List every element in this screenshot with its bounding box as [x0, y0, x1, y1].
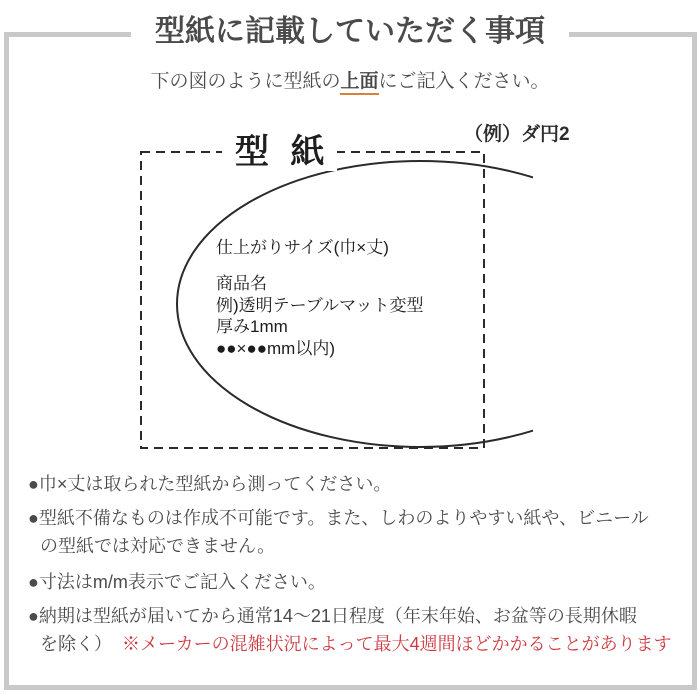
note-line: の型紙では対応できません。: [40, 536, 276, 556]
note-line: ●巾×丈は取られた型紙から測ってください。: [28, 474, 392, 494]
note-invalid-pattern: [28, 504, 649, 560]
paper-label: 型 紙: [222, 133, 337, 171]
note-line: ●納期は型紙が届いてから通常14～21日程度（年末年始、お盆等の長期休暇: [28, 606, 637, 626]
page-title: 型紙に記載していただく事項: [131, 13, 569, 51]
product-name-line: 商品名: [216, 274, 267, 293]
note-line: [28, 630, 672, 658]
note-line: ●型紙不備なものは作成不可能です。また、しわのよりやすい紙や、ビニール: [28, 508, 649, 528]
note-line-normal: を除く）: [40, 634, 112, 654]
product-detail-lines: [216, 273, 423, 359]
note-measure: [28, 470, 391, 498]
subtitle-prefix: 下の図のように型紙の: [150, 71, 341, 92]
note-line: ●寸法はm/m表示でご記入ください。: [28, 572, 326, 592]
dimension-line: ●●×●●mm以内): [216, 338, 335, 358]
note-line-warning: ※メーカーの混雑状況によって最大4週間ほどかかることがあります: [122, 634, 672, 654]
subtitle-suffix: にご記入ください。: [378, 71, 550, 92]
note-delivery: [28, 602, 672, 658]
finished-size-line: 仕上がりサイズ(巾×丈): [216, 238, 389, 257]
product-example-line: 例)透明テーブルマット変型: [216, 295, 424, 315]
note-unit: [28, 568, 326, 596]
oval-annotation: [216, 237, 423, 359]
thickness-line: 厚み1mm: [216, 317, 288, 336]
subtitle: [0, 70, 700, 94]
subtitle-emphasis: 上面: [340, 71, 378, 95]
example-label: （例）ダ円2: [464, 124, 570, 145]
